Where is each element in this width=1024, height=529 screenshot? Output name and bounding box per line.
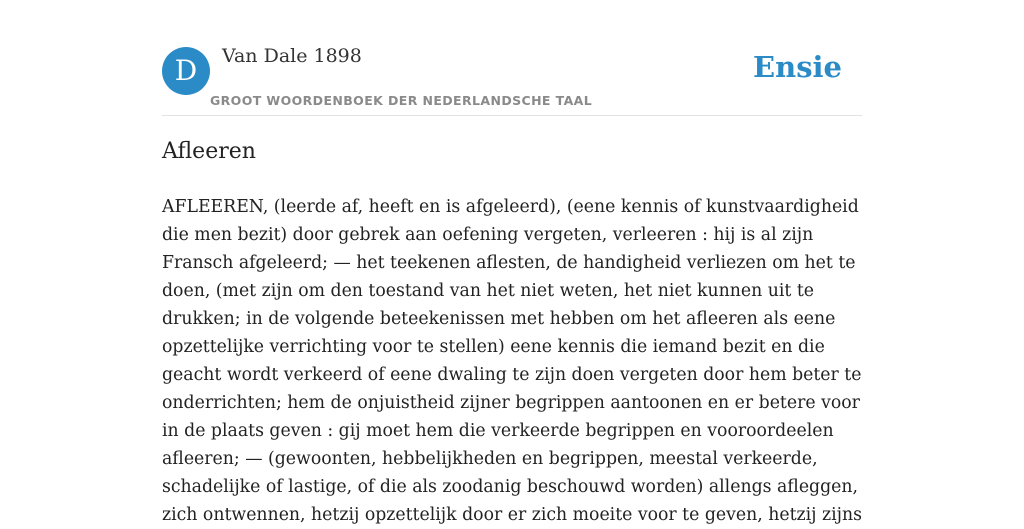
entry-line: opzettelijke verrichting voor te stellen) eene kennis die iemand bezit en die xyxy=(162,337,825,357)
brand-logo-link[interactable]: Ensie xyxy=(753,50,842,84)
entry-line: AFLEEREN, (leerde af, heeft en is afgeleerd), (eene kennis of kunstvaardigheid xyxy=(162,197,859,217)
header-divider xyxy=(162,115,862,116)
entry-line: die men bezit) door gebrek aan oefening vergeten, verleeren : hij is al zijn xyxy=(162,225,814,245)
entry-line: in de plaats geven : gij moet hem die verkeerde begrippen en vooroordeelen xyxy=(162,421,834,441)
entry-line: zich ontwennen, hetzij opzettelijk door er zich moeite voor te geven, hetzij zijns xyxy=(162,505,863,525)
source-subtitle: GROOT WOORDENBOEK DER NEDERLANDSCHE TAAL xyxy=(210,93,593,108)
entry-line: drukken; in de volgende beteekenissen met hebben om het afleeren als eene xyxy=(162,309,836,329)
entry-line: schadelijke of lastige, of die als zoodanig beschouwd worden) allengs afleggen, xyxy=(162,477,859,497)
source-logo[interactable]: D xyxy=(162,47,210,95)
entry-line: geacht wordt verkeerd of eene dwaling te zijn doen vergeten door hem beter te xyxy=(162,365,862,385)
entry-line: onderrichten; hem de onjuistheid zijner begrippen aantoonen en er betere voor xyxy=(162,393,860,413)
entry-line: Fransch afgeleerd; — het teekenen aflesten, de handigheid verliezen om het te xyxy=(162,253,856,273)
entry-line: doen, (met zijn om den toestand van het niet weten, het niet kunnen uit te xyxy=(162,281,814,301)
entry-line: afleeren; — (gewoonten, hebbelijkheden en begrippen, meestal verkeerde, xyxy=(162,449,818,469)
entry-title: Afleeren xyxy=(162,139,256,164)
source-title[interactable]: Van Dale 1898 xyxy=(222,45,362,67)
entry-body xyxy=(162,193,862,529)
